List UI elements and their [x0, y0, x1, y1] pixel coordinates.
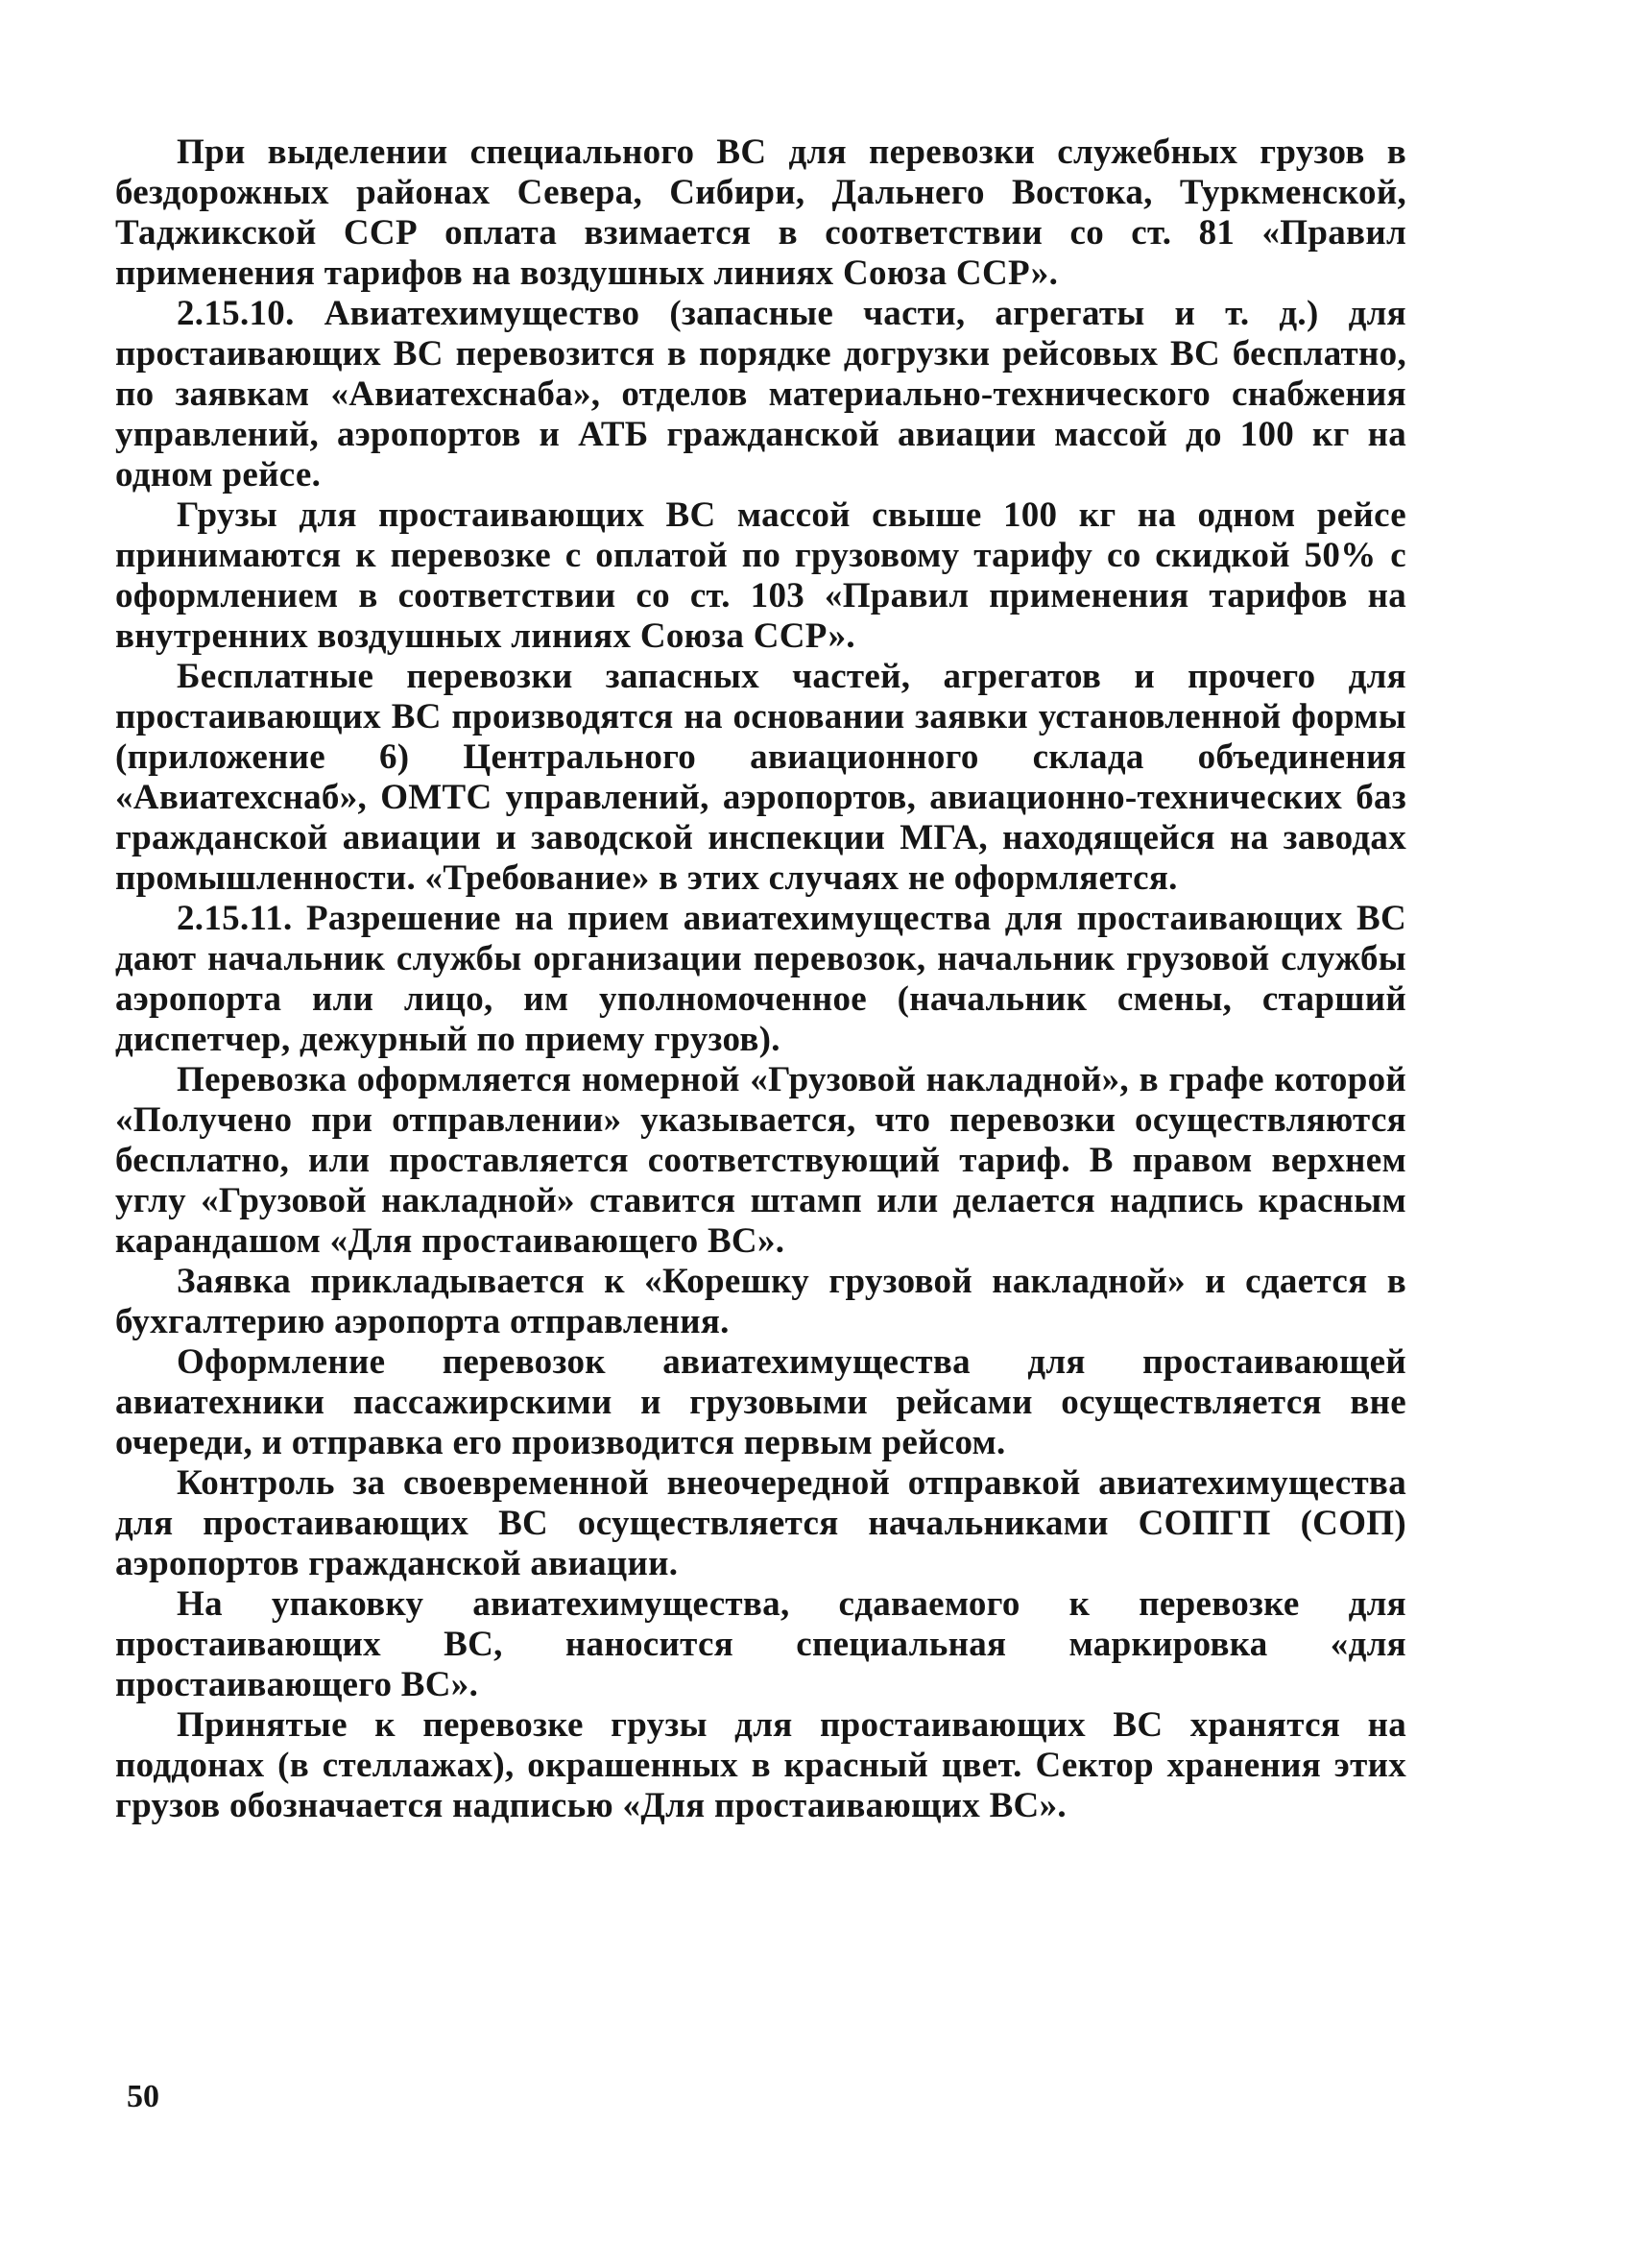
paragraph-8: Оформление перевозок авиатехимущества для простаивающей авиатехники пассажирскими и грузовыми рейсами осуществляется вне очереди, и отправка его производится первым рейсом. [115, 1342, 1406, 1462]
page-number: 50 [127, 2079, 159, 2114]
paragraph-6: Перевозка оформляется номерной «Грузовой накладной», в графе которой «Получено при отправлении» указывается, что перевозки осуществляются бесплатно, или проставляется соответствующий тариф. В правом верхнем углу «Грузовой накладной» ставится штамп или делается надпись красным карандашом «Для простаивающего ВС». [115, 1060, 1406, 1261]
paragraph-11: Принятые к перевозке грузы для простаивающих ВС хранятся на поддонах (в стеллажах), окрашенных в красный цвет. Сектор хранения этих грузов обозначается надписью «Для простаивающих ВС». [115, 1705, 1406, 1825]
paragraph-3: Грузы для простаивающих ВС массой свыше 100 кг на одном рейсе принимаются к перевозке с оплатой по грузовому тарифу со скидкой 50% с оформлением в соответствии со ст. 103 «Правил применения тарифов на внутренних воздушных линиях Союза ССР». [115, 495, 1406, 656]
paragraph-4: Бесплатные перевозки запасных частей, агрегатов и прочего для простаивающих ВС производятся на основании заявки установленной формы (приложение 6) Центрального авиационного склада объединения «Авиатехснаб», ОМТС управлений, аэропортов, авиационно-технических баз гражданской авиации и заводской инспекции МГА, находящейся на заводах промышленности. «Требование» в этих случаях не оформляется. [115, 657, 1406, 898]
paragraph-5: 2.15.11. Разрешение на прием авиатехимущества для простаивающих ВС дают начальник службы организации перевозок, начальник грузовой службы аэропорта или лицо, им уполномоченное (начальник смены, старший диспетчер, дежурный по приему грузов). [115, 899, 1406, 1059]
paragraph-2: 2.15.10. Авиатехимущество (запасные части, агрегаты и т. д.) для простаивающих ВС перевозится в порядке догрузки рейсовых ВС бесплатно, по заявкам «Авиатехснаба», отделов материально-технического снабжения управлений, аэропортов и АТБ гражданской авиации массой до 100 кг на одном рейсе. [115, 294, 1406, 495]
body-text [115, 133, 1406, 1826]
paragraph-7: Заявка прикладывается к «Корешку грузовой накладной» и сдается в бухгалтерию аэропорта отправления. [115, 1262, 1406, 1341]
paragraph-1: При выделении специального ВС для перевозки служебных грузов в бездорожных районах Севера, Сибири, Дальнего Востока, Туркменской, Таджикской ССР оплата взимается в соответствии со ст. 81 «Правил применения тарифов на воздушных линиях Союза ССР». [115, 133, 1406, 293]
paragraph-9: Контроль за своевременной внеочередной отправкой авиатехимущества для простаивающих ВС осуществляется начальниками СОПГП (СОП) аэропортов гражданской авиации. [115, 1463, 1406, 1583]
paragraph-10: На упаковку авиатехимущества, сдаваемого к перевозке для простаивающих ВС, наносится специальная маркировка «для простаивающего ВС». [115, 1584, 1406, 1704]
